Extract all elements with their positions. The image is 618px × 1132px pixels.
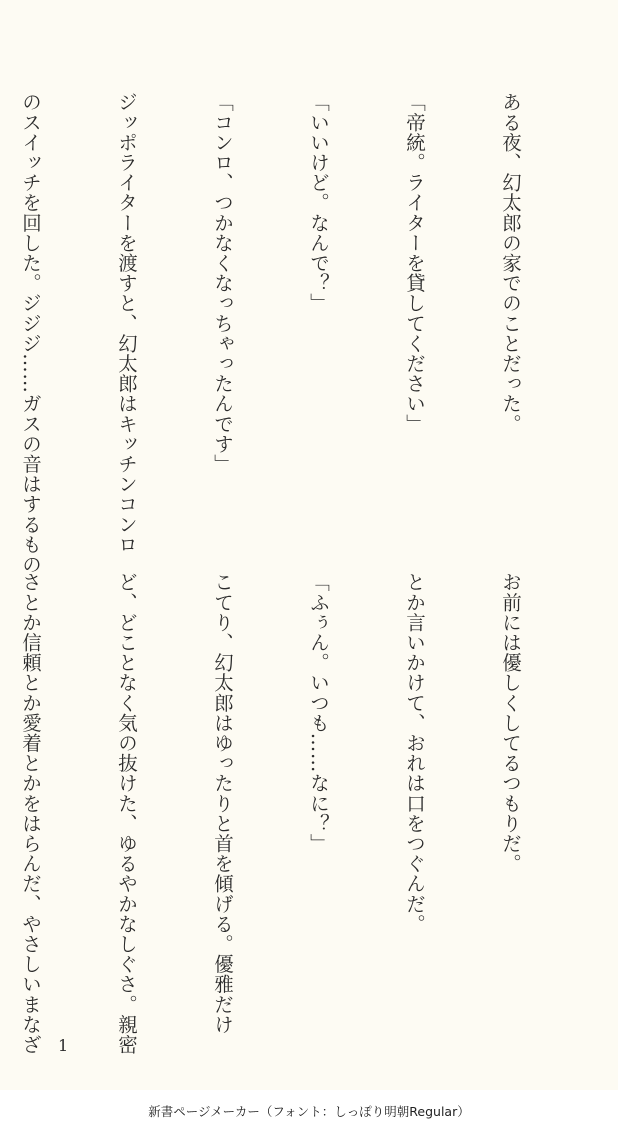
text-block-top <box>19 92 590 575</box>
text-line: こてり、幻太郎はゆったりと首を傾げる。優雅だけ <box>211 572 234 1035</box>
text-line: ある夜、幻太郎の家でのことだった。 <box>499 92 522 434</box>
footer-credit: 新書ページメーカー（フォント：しっぽり明朝Regular） <box>148 1104 470 1119</box>
text-line: のスイッチを回した。ジジジ……ガスの音はするもの <box>19 92 42 575</box>
page-number: 1 <box>58 1036 69 1055</box>
text-line: 「コンロ、つかなくなっちゃったんです」 <box>211 92 234 474</box>
text-line: 「いいけど。なんで？」 <box>307 92 330 314</box>
text-block-bottom <box>19 572 590 1055</box>
text-line: ど、どことなく気の抜けた、ゆるやかなしぐさ。親密 <box>115 572 138 1055</box>
text-line: ジッポライターを渡すと、幻太郎はキッチンコンロ <box>115 92 138 555</box>
text-line: 「帝統。ライターを貸してください」 <box>403 92 426 434</box>
text-line: さとか信頼とか愛着とかをはらんだ、やさしいまなざ <box>19 572 42 1055</box>
text-line: お前には優しくしてるつもりだ。 <box>499 572 522 874</box>
text-line: 「ふぅん。いつも……なに？」 <box>307 572 330 854</box>
text-line: とか言いかけて、おれは口をつぐんだ。 <box>403 572 426 934</box>
